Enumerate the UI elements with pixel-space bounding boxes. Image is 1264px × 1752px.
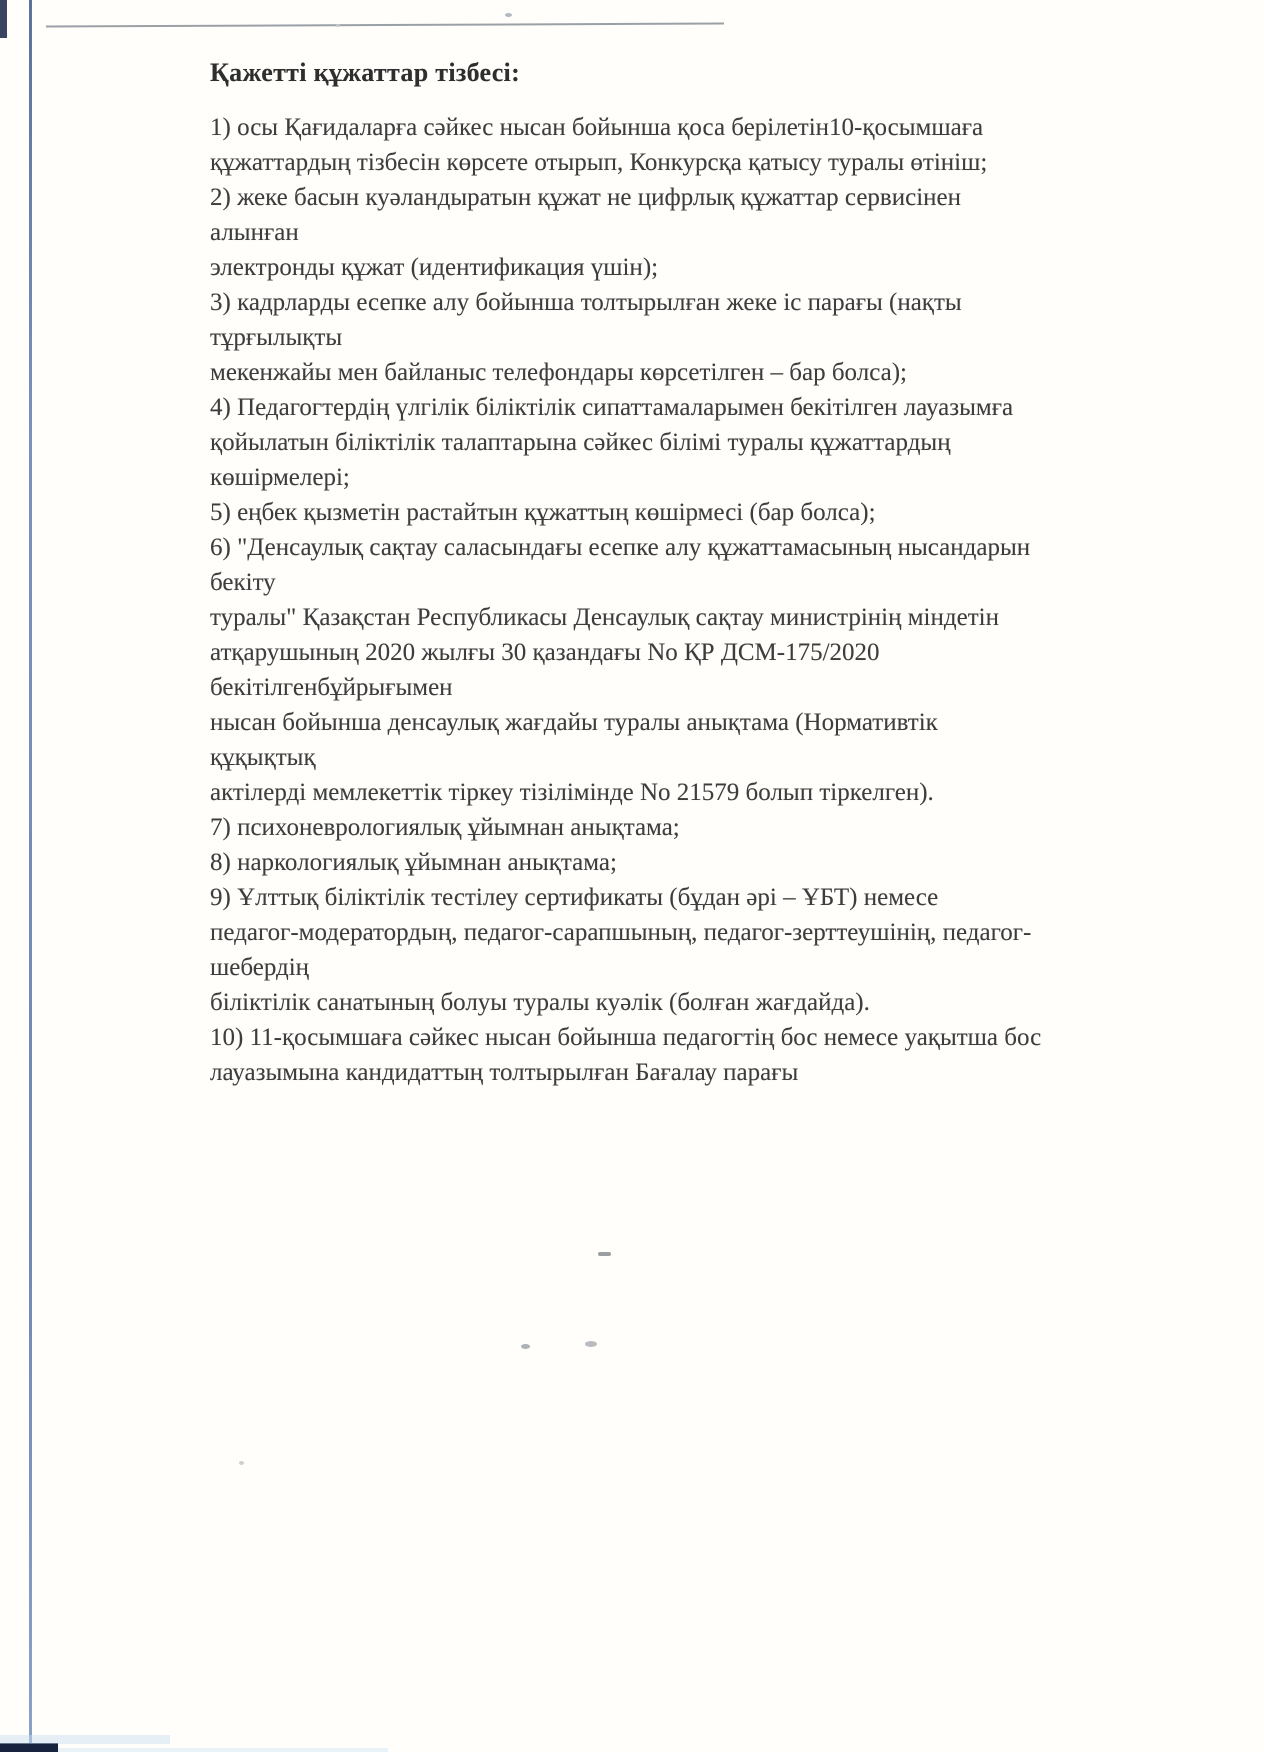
text-line: тұрғылықты — [210, 324, 343, 351]
text-line: 5) еңбек қызметін растайтын құжаттың көшірмесі (бар болса); — [210, 499, 876, 526]
scan-artifact-dot — [336, 24, 340, 27]
text-line: 4) Педагогтердің үлгілік біліктілік сипаттамаларымен бекітілген лауазымға — [210, 394, 1014, 421]
scan-artifact-dot — [239, 1461, 244, 1465]
text-line: қойылатын біліктілік талаптарына сәйкес білімі туралы құжаттардың — [210, 429, 951, 456]
text-line: бекітілгенбұйрығымен — [210, 674, 453, 701]
document-body — [210, 110, 1110, 1090]
text-line: 9) Ұлттық біліктілік тестілеу сертификаты (бұдан әрі – ҰБТ) немесе — [210, 884, 939, 911]
text-line: туралы" Қазақстан Республикасы Денсаулық сақтау министрінің міндетін — [210, 604, 999, 631]
document-title: Қажетті құжаттар тізбесі: — [210, 58, 521, 87]
text-line: 1) осы Қағидаларға сәйкес нысан бойынша қоса берілетін10-қосымшаға — [210, 114, 984, 141]
text-line: атқарушының 2020 жылғы 30 қазандағы No ҚР ДСМ-175/2020 — [210, 639, 880, 666]
text-line: мекенжайы мен байланыс телефондары көрсетілген – бар болса); — [210, 359, 907, 386]
text-line: 2) жеке басын куәландыратын құжат не цифрлық құжаттар сервисінен — [210, 184, 961, 211]
scan-artifact-dot — [585, 1341, 597, 1347]
text-line: электронды құжат (идентификация үшін); — [210, 254, 659, 281]
scan-corner-mark — [0, 0, 7, 38]
scan-bottom-light-strip — [0, 1735, 170, 1744]
scan-top-edge-line — [46, 23, 724, 28]
text-line: құжаттардың тізбесін көрсете отырып, Конкурсқа қатысу туралы өтініш; — [210, 149, 988, 176]
text-line: нысан бойынша денсаулық жағдайы туралы анықтама (Нормативтік — [210, 709, 938, 736]
scan-bottom-light-strip — [58, 1748, 388, 1752]
text-line: актілерді мемлекеттік тіркеу тізілімінде No 21579 болып тіркелген). — [210, 779, 934, 806]
text-line: көшірмелері; — [210, 464, 350, 491]
text-line: педагог-модератордың, педагог-сарапшының, педагог-зерттеушінің, педагог- — [210, 919, 1032, 946]
text-line: бекіту — [210, 569, 276, 596]
text-line: 3) кадрларды есепке алу бойынша толтырылған жеке іс парағы (нақты — [210, 289, 962, 316]
text-line: біліктілік санатының болуы туралы куәлік (болған жағдайда). — [210, 989, 870, 1016]
scan-artifact-dot — [521, 1344, 530, 1349]
text-line: шебердің — [210, 954, 310, 981]
text-line: 10) 11-қосымшаға сәйкес нысан бойынша педагогтің бос немесе уақытша бос — [210, 1024, 1042, 1051]
text-line: 8) наркологиялық ұйымнан анықтама; — [210, 849, 617, 876]
scan-left-edge-line — [29, 0, 32, 1752]
scan-artifact-dot — [598, 1252, 611, 1256]
scan-bottom-bar — [0, 1743, 58, 1752]
text-line: 7) психоневрологиялық ұйымнан анықтама; — [210, 814, 680, 841]
text-line: 6) "Денсаулық сақтау саласындағы есепке алу құжаттамасының нысандарын — [210, 534, 1031, 561]
scan-artifact-dot — [505, 13, 512, 17]
text-line: лауазымына кандидаттың толтырылған Бағалау парағы — [210, 1059, 799, 1086]
text-line: алынған — [210, 219, 299, 246]
text-line: құқықтық — [210, 744, 316, 771]
